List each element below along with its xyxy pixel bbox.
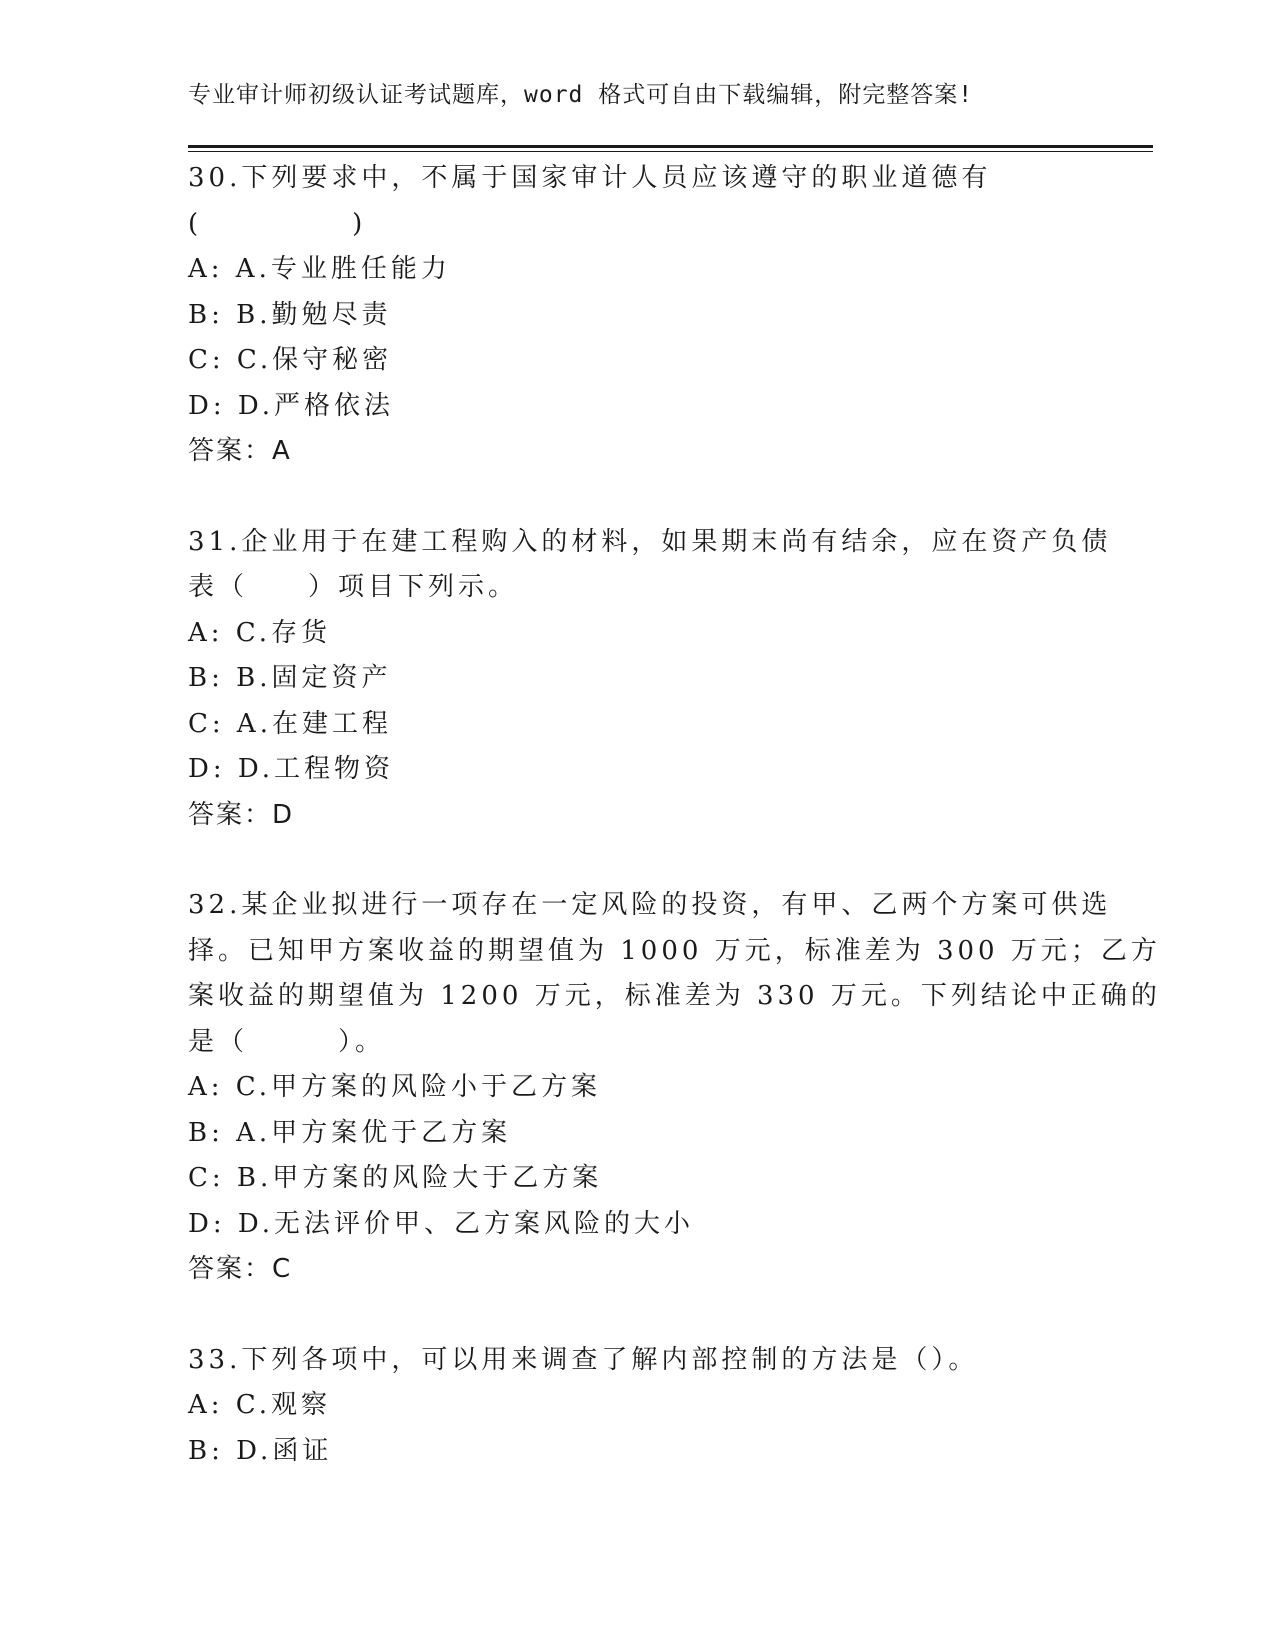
question-stem-line: 30.下列要求中，不属于国家审计人员应该遵守的职业道德有	[188, 163, 992, 193]
question-stem-line: 31.企业用于在建工程购入的材料，如果期末尚有结余，应在资产负债	[188, 526, 1112, 557]
option-a: A: C.观察	[188, 1390, 332, 1420]
option-c: C: A.在建工程	[188, 708, 392, 739]
option-b: B: D.函证	[188, 1435, 333, 1466]
question-stem-line: 32.某企业拟进行一项存在一定风险的投资，有甲、乙两个方案可供选	[188, 890, 1112, 920]
question-30	[188, 156, 1088, 475]
option-d: D: D.严格依法	[188, 390, 395, 421]
header-rule-thin	[188, 151, 1153, 152]
question-stem-line: 表（ ）项目下列示。	[188, 572, 519, 602]
question-stem-line: ( )	[188, 208, 367, 239]
answer-line: 答案：C	[188, 1254, 293, 1284]
question-stem-line: 33.下列各项中，可以用来调查了解内部控制的方法是（）。	[188, 1344, 979, 1375]
header-rule-thick	[188, 145, 1153, 148]
answer-line: 答案：D	[188, 799, 295, 830]
question-spacer	[188, 1293, 1088, 1338]
question-spacer	[188, 838, 1088, 883]
option-d: D: D.无法评价甲、乙方案风险的大小	[188, 1208, 695, 1239]
question-stem-line: 择。已知甲方案收益的期望值为 1000 万元，标准差为 300 万元；乙方	[188, 935, 1161, 966]
question-33	[188, 1338, 1088, 1475]
option-c: C: B.甲方案的风险大于乙方案	[188, 1163, 603, 1193]
question-31	[188, 520, 1112, 839]
question-stem-line: 案收益的期望值为 1200 万元，标准差为 330 万元。下列结论中正确的	[188, 981, 1161, 1011]
page-header: 专业审计师初级认证考试题库，word 格式可自由下载编辑，附完整答案!	[188, 82, 974, 108]
option-a: A: C.甲方案的风险小于乙方案	[188, 1072, 602, 1102]
question-spacer	[188, 475, 1088, 520]
option-b: B: B.勤勉尽责	[188, 299, 392, 330]
question-32	[188, 883, 1161, 1293]
option-c: C: C.保守秘密	[188, 345, 393, 375]
question-list	[188, 156, 1161, 1474]
option-b: B: A.甲方案优于乙方案	[188, 1117, 512, 1148]
answer-line: 答案：A	[188, 436, 292, 466]
question-stem-line: 是（ ）。	[188, 1026, 386, 1057]
option-d: D: D.工程物资	[188, 754, 395, 784]
option-a: A: A.专业胜任能力	[188, 254, 451, 284]
option-a: A: C.存货	[188, 617, 332, 648]
option-b: B: B.固定资产	[188, 663, 392, 693]
